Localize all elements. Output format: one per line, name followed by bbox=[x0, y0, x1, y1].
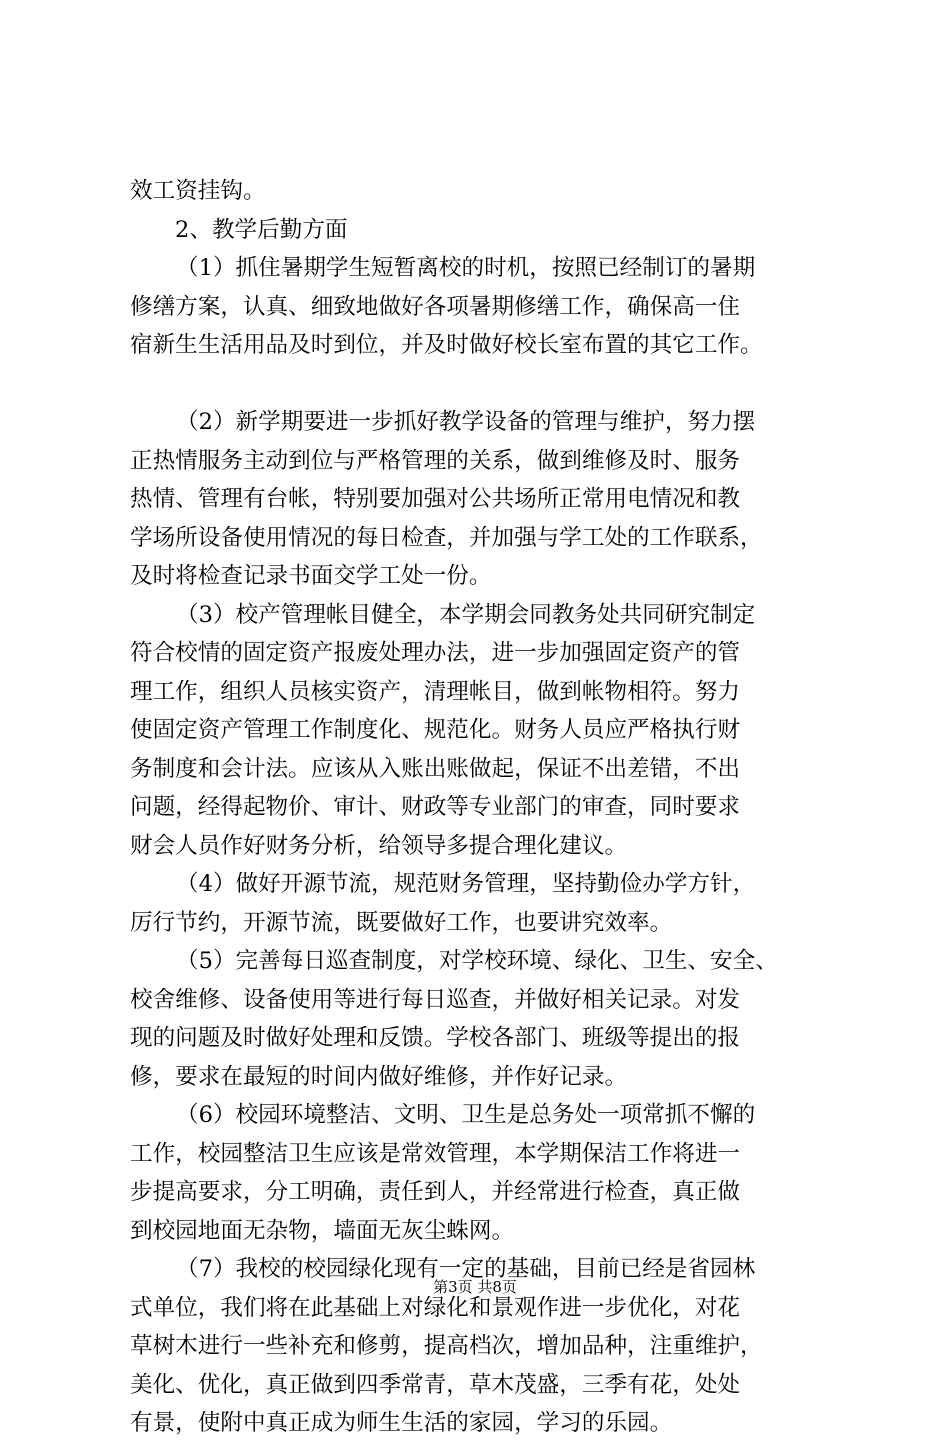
paragraph-line: 热情、管理有台帐，特别要加强对公共场所正常用电情况和教 bbox=[130, 486, 741, 512]
paragraph-line: （6）校园环境整洁、文明、卫生是总务处一项常抓不懈的 bbox=[176, 1102, 756, 1128]
paragraph-line: 修，要求在最短的时间内做好维修，并作好记录。 bbox=[130, 1063, 628, 1090]
paragraph-line: 美化、优化，真正做到四季常青，草木茂盛，三季有花，处处 bbox=[130, 1371, 741, 1398]
paragraph-line: 理工作，组织人员核实资产，清理帐目，做到帐物相符。努力 bbox=[130, 678, 741, 705]
paragraph-line: 效工资挂钩。 bbox=[130, 178, 266, 204]
paragraph-line: 校舍维修、设备使用等进行每日巡查，并做好相关记录。对发 bbox=[130, 986, 741, 1013]
paragraph-line: （4）做好开源节流，规范财务管理，坚持勤俭办学方针， bbox=[176, 871, 756, 897]
page-number-footer: 第3页 共8页 bbox=[433, 1278, 517, 1296]
section-heading: 2、教学后勤方面 bbox=[175, 216, 348, 243]
paragraph-line: 及时将检查记录书面交学工处一份。 bbox=[130, 563, 492, 589]
paragraph-line: 草树木进行一些补充和修剪，提高档次，增加品种，注重维护， bbox=[130, 1333, 763, 1359]
paragraph-line: （1）抓住暑期学生短暂离校的时机，按照已经制订的暑期 bbox=[176, 255, 756, 281]
paragraph-line: 财会人员作好财务分析，给领导多提合理化建议。 bbox=[130, 832, 628, 859]
paragraph-line: 修缮方案，认真、细致地做好各项暑期修缮工作，确保高一住 bbox=[130, 293, 741, 320]
paragraph-line: 现的问题及时做好处理和反馈。学校各部门、班级等提出的报 bbox=[130, 1025, 741, 1051]
paragraph-line: （5）完善每日巡查制度，对学校环境、绿化、卫生、安全、 bbox=[176, 948, 778, 974]
paragraph-line: 符合校情的固定资产报废处理办法，进一步加强固定资产的管 bbox=[130, 640, 741, 666]
paragraph-line: 正热情服务主动到位与严格管理的关系，做到维修及时、服务 bbox=[130, 447, 741, 474]
paragraph-line: 工作，校园整洁卫生应该是常效管理，本学期保洁工作将进一 bbox=[130, 1140, 741, 1167]
paragraph-spacer bbox=[130, 365, 830, 404]
paragraph-line: 学场所设备使用情况的每日检查，并加强与学工处的工作联系， bbox=[130, 524, 763, 551]
paragraph-line: 到校园地面无杂物，墙面无灰尘蛛网。 bbox=[130, 1217, 515, 1244]
paragraph-line: （7）我校的校园绿化现有一定的基础，目前已经是省园林 bbox=[176, 1256, 756, 1282]
paragraph-line: （2）新学期要进一步抓好教学设备的管理与维护，努力摆 bbox=[176, 409, 756, 435]
paragraph-line: 宿新生生活用品及时到位，并及时做好校长室布置的其它工作。 bbox=[130, 332, 763, 358]
document-body bbox=[130, 172, 830, 1443]
paragraph-line: 步提高要求，分工明确，责任到人，并经常进行检查，真正做 bbox=[130, 1179, 741, 1205]
paragraph-line: 使固定资产管理工作制度化、规范化。财务人员应严格执行财 bbox=[130, 717, 741, 743]
paragraph-line: 式单位，我们将在此基础上对绿化和景观作进一步优化，对花 bbox=[130, 1294, 741, 1321]
paragraph-line: 问题，经得起物价、审计、财政等专业部门的审查，同时要求 bbox=[130, 794, 741, 820]
paragraph-line: 务制度和会计法。应该从入账出账做起，保证不出差错，不出 bbox=[130, 755, 741, 782]
paragraph-line: （3）校产管理帐目健全，本学期会同教务处共同研究制定 bbox=[176, 601, 756, 628]
paragraph-line: 有景，使附中真正成为师生生活的家园，学习的乐园。 bbox=[130, 1410, 673, 1436]
paragraph-line: 厉行节约，开源节流，既要做好工作，也要讲究效率。 bbox=[130, 909, 673, 936]
